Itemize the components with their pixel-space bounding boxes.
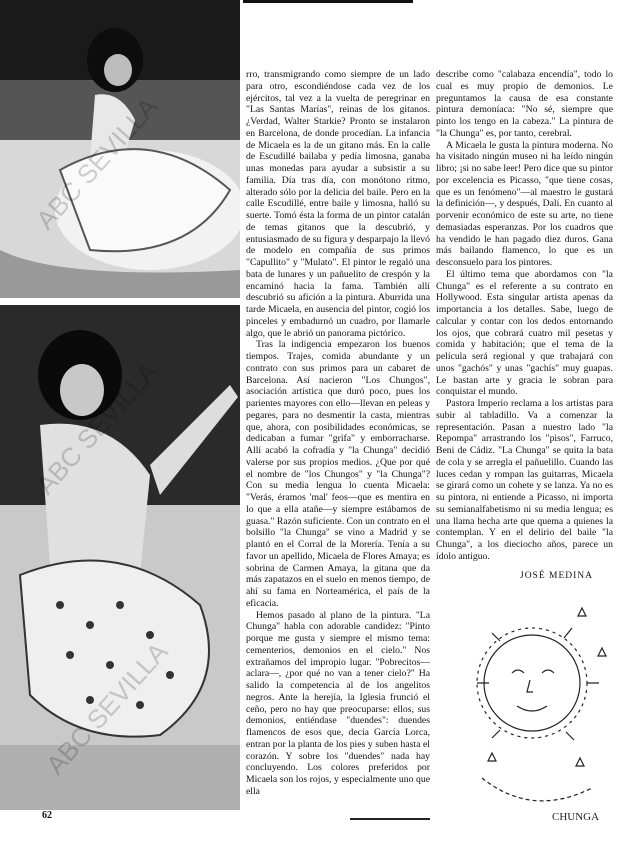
- bottom-rule: [350, 818, 430, 820]
- article-paragraph: Hemos pasado al plano de la pintura. "La Chunga" habla con adorable candidez: "Pinto porque me gusta y siempre el mismo tema: cementerios, demonios en el cielo." Nos extrañamos del impropio lugar. "Pobrecitos—aclara—, ¿por qué no van a tener cielo?" Ha salido la competencia al de los angelitos negros. Ante la herejía, la Iglesia frunció el ceño, pero no hay que preocuparse: ellos, sus demonios, entiéndase "duendes": duendes flamencos de esos que, decía García Lorca, entran por la planta de los pies y suben hasta el corazón. Y sobre los "duendes" nada hay concluyendo. Los colores preferidos por Micaela son los rojos, y especialmente uno que ella: [246, 609, 430, 797]
- article-paragraph: El último tema que abordamos con "la Chunga" es el referente a su contrato en Hollywood. Esta singular artista apenas da importancia a los detalles. Sabe, luego de calcular y contar con los dedos entornando los ojos, que cobrará cuatro mil pesetas y comida y habitación; que el tema de la película será regional y que trabajará con unos "gachós" y unas "gachís" muy guapas. Le bastan arte y gracia le sobran para conquistar el mundo.: [436, 268, 613, 398]
- article-column-right: [436, 69, 613, 838]
- article-paragraph: Tras la indigencia empezaron los buenos tiempos. Trajes, comida abundante y un contrato con sus primos para un cabaret de Barcelona. Así nacieron "Los Chungos", asociación artística que duró poco, pues los parientes mayores con ello—llevan en peleas y pegares, para no desmentir la casta, mientras que, ahora, con posibilidades económicas, se dedicaban a fumar "grifa" y emborracharse. Allí acabó la cofradía y "la Chunga" decidió valerse por sus propios medios. ¿Que por qué el nombre de "los Chungos" y "la Chunga"? Con su media lengua lo cuenta Micaela: "Verás, éramos 'mal' feos—que es mentira en lo que a ella atañe—y siempre estábamos de guasa." Razón suficiente. Con un contrato en el bolsillo "la Chunga" se vino a Madrid y se plantó en el Corral de la Morería. Tenía a su favor un apellido, Micaela de Flores Amaya; es sobrina de Carmen Amaya, la gitana que da más zapatazos en el suelo en menos tiempo, de ahí su fama en Norteamérica, el país de la eficacia.: [246, 339, 430, 609]
- article-paragraph: describe como "calabaza encendía", todo lo cual es muy propio de demonios. Le preguntamos la causa de esa constante pintura demoníaca: "No sé, siempre que pinto los tengo en la cabeza." La pintura de "la Chunga" es, por tanto, cerebral.: [436, 69, 613, 139]
- column-top-rule: [243, 0, 413, 3]
- sun-face-drawing: [462, 588, 612, 838]
- author-signature: JOSÉ MEDINA: [520, 570, 594, 581]
- photo-dancer-top: [0, 0, 240, 298]
- article-paragraph: Pastora Imperio reclama a los artistas para subir al tabladillo. Va a comenzar la representación. Pasan a nuestro lado "la Repompa" arrastrando los "pisos", Farruco, Beni de Cádiz. "La Chunga" se quita la bata de cola y se arregla el pañuelillo. Cuando las luces cedan y rompan las guitarras, Micaela se girará como un cohete y se lanza. Ya no es su pintora, ni entiende a Picasso, ni importa su semianalfabetismo ni su media lengua; es una llama hecha arte que quema a quienes la contemplan. Y en el delirio del baile "la Chunga", a los dieciocho años, parece un ídolo antiguo.: [436, 398, 613, 562]
- drawing-caption: CHUNGA: [552, 811, 600, 824]
- article-paragraph: rro, transmigrando como siempre de un lado para otro, escondiéndose cada vez de los ejércitos, tal vez a la vuelta de peregrinar en "Las Santas Marías", reinas de los gitanos. ¿Verdad, Walter Starkie? Pronto se instalaron en Barcelona, de donde procedían. La infancia de Micaela es la de un gitano más. En la calle de Escudillé bailaba y pedía limosna, ganaba unas monedas para ayudar a subsistir a su familia. Día tras día, con monótono ritmo, alterado sólo por la delicia del baile. Pero en la calle Escudillé, entre baile y limosna, halló su suerte. Tomó ésta la forma de un pintor catalán de temas gitanos que la descubrió, y entusiasmado de su figura y desparpajo la llevó de modelo en compañía de sus primos "Capullito" y "Mulato". El pintor le regaló una bata de lunares y un pañuelito de crespón y la encaminó hacia la fama. También allí descubrió su afición a la pintura. Aburrida una tarde Micaela, en ausencia del pintor, cogió los pinceles y embadurnó un cuadro, por llamarle algo, que le abrió un panorama pictórico.: [246, 69, 430, 339]
- page-number: 62: [42, 810, 52, 821]
- article-paragraph: A Micaela le gusta la pintura moderna. No ha visitado ningún museo ni ha leído ningún libro; ¡si no sabe leer! Pero dice que su pintor por excelencia es Picasso, "que tiene cosas, que es un fenómeno"—al maestro le gustará la definición—, y después, Dalí. En cuanto al porvenir económico de este su arte, no tiene demasiadas esperanzas. Por los cuadros que ha vendido le han pagado diez duros. Gana más bailando flamenco, lo que es un desconsuelo para los pintores.: [436, 139, 613, 268]
- article-column-middle: [246, 69, 430, 798]
- photo-dancer-bottom: [0, 305, 240, 810]
